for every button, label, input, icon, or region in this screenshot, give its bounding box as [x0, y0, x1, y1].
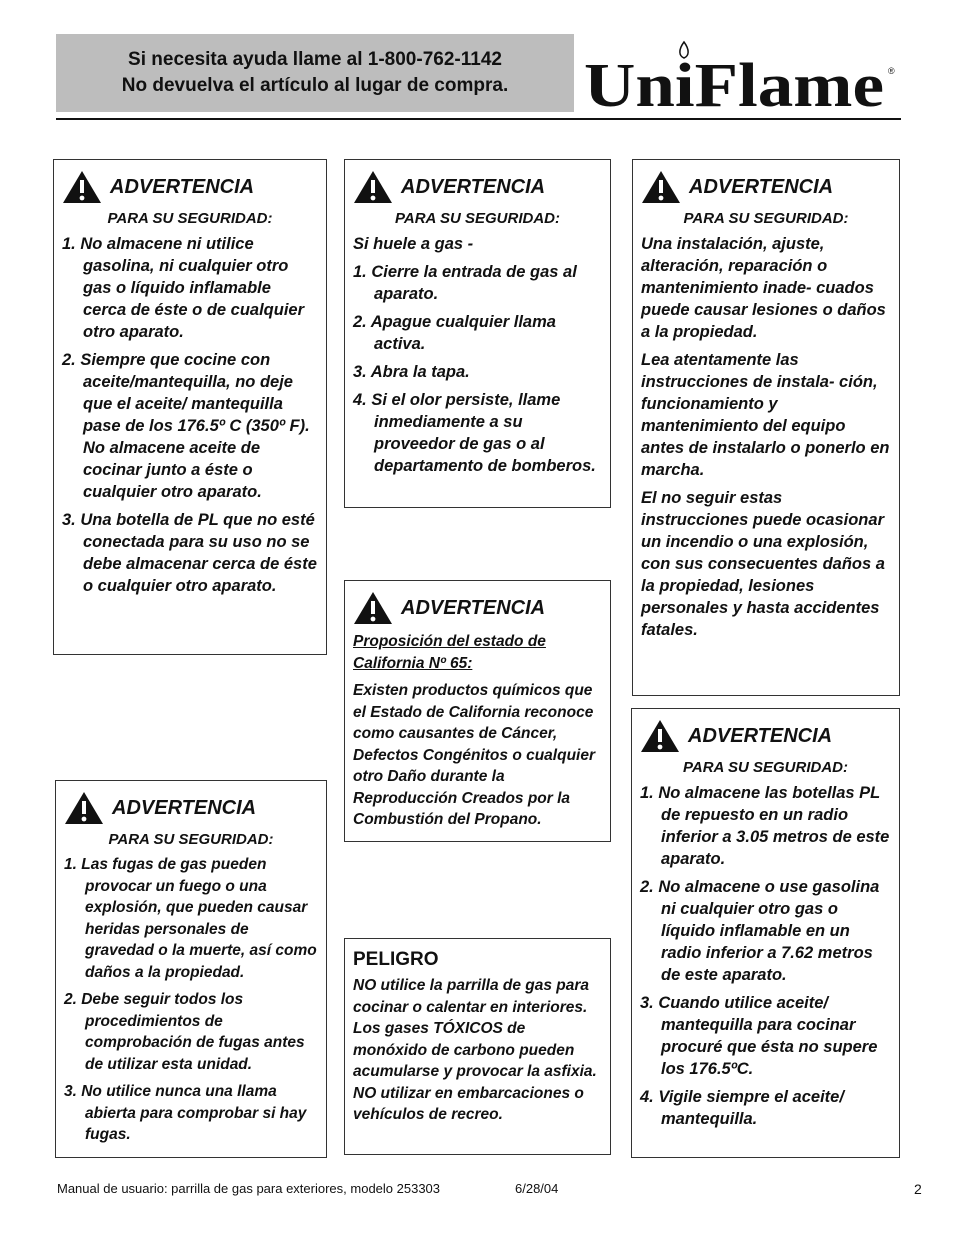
footer-manual-title: Manual de usuario: parrilla de gas para exteriores, modelo 253303	[57, 1181, 441, 1196]
danger-title: PELIGRO	[353, 949, 439, 970]
list-item: 2. Debe seguir todos los procedimientos de comprobación de fugas antes de utilizar esta unidad.	[64, 991, 305, 1073]
warning-title: ADVERTENCIA	[689, 175, 834, 198]
registered-mark: ®	[888, 66, 895, 76]
footer-date: 6/28/04	[515, 1181, 559, 1196]
help-banner	[56, 34, 574, 112]
safety-subtitle: PARA SU SEGURIDAD:	[683, 210, 849, 227]
warning-box-gas-smell	[344, 159, 611, 508]
warning-box-storage	[53, 159, 327, 655]
warning-heading	[353, 170, 602, 204]
list-item: 2. No almacene o use gasolina ni cualquier otro gas o líquido inflamable en un radio inferior a 7.62 metros de este aparato.	[640, 878, 880, 984]
safety-subtitle: PARA SU SEGURIDAD:	[394, 210, 560, 227]
list-item: 2. Siempre que cocine con aceite/mantequilla, no deje que el aceite/ mantequilla pase de los 176.5º C (350º F). No almacene aceite de cocinar junto a éste o cualquier otro aparato.	[62, 351, 310, 501]
warning-triangle-icon	[62, 170, 102, 204]
list-item: 1. Cierre la entrada de gas al aparato.	[353, 263, 577, 303]
warning-heading	[62, 170, 318, 204]
list-item: 3. Una botella de PL que no esté conectada para su uso no se debe almacenar cerca de éste o cualquier otro aparato.	[62, 511, 317, 595]
gas-smell-intro: Si huele a gas -	[353, 235, 474, 253]
safety-subtitle: PARA SU SEGURIDAD:	[107, 210, 273, 227]
warning-triangle-icon	[641, 170, 681, 204]
warning-triangle-icon	[64, 791, 104, 825]
warning-box-storage-distance	[631, 708, 900, 1158]
warning-title: ADVERTENCIA	[401, 596, 546, 619]
safety-subtitle: PARA SU SEGURIDAD:	[108, 831, 274, 848]
warning-heading	[353, 591, 602, 625]
list-item: 4. Vigile siempre el aceite/ mantequilla.	[640, 1088, 844, 1128]
logo-text: UniFlame	[584, 52, 884, 114]
warning-box-gas-leaks	[55, 780, 327, 1158]
prop65-text: Existen productos químicos que el Estado de California reconoce como causantes de Cáncer, Defectos Congénitos o cualquier otro Daño durante la Reproducción Creados por la Combustión del Propano.	[353, 682, 596, 828]
list-item: 1. Las fugas de gas pueden provocar un fuego o una explosión, que pueden causar heridas personales de gravedad o la muerte, así como daños a la propiedad.	[64, 856, 317, 981]
warning-triangle-icon	[640, 719, 680, 753]
page-number: 2	[914, 1181, 922, 1197]
warning-heading	[640, 719, 891, 753]
help-phone-line: Si necesita ayuda llame al 1-800-762-1142	[128, 49, 502, 70]
list-item: 3. Abra la tapa.	[353, 363, 470, 381]
warning-title: ADVERTENCIA	[401, 175, 546, 198]
safety-subtitle: PARA SU SEGURIDAD:	[682, 759, 848, 776]
paragraph: El no seguir estas instrucciones puede ocasionar un incendio o una explosión, con sus consecuentes daños a la propiedad, lesiones personales y hasta accidentes fatales.	[641, 489, 885, 639]
warning-box-prop65	[344, 580, 611, 842]
prop65-heading: Proposición del estado de California Nº 65:	[353, 633, 546, 672]
warning-heading	[64, 791, 318, 825]
list-item: 3. No utilice nunca una llama abierta para comprobar si hay fugas.	[64, 1083, 307, 1143]
paragraph: Lea atentamente las instrucciones de instala- ción, funcionamiento y mantenimiento del equipo antes de instalarlo o ponerlo en marcha.	[641, 351, 890, 479]
warning-box-installation	[632, 159, 900, 696]
list-item: 1. No almacene las botellas PL de repuesto en un radio inferior a 3.05 metros de este aparato.	[640, 784, 890, 868]
return-notice-line: No devuelva el artículo al lugar de compra.	[121, 75, 509, 96]
warning-title: ADVERTENCIA	[112, 796, 257, 819]
warning-triangle-icon	[353, 170, 393, 204]
warning-title: ADVERTENCIA	[688, 724, 833, 747]
list-item: 4. Si el olor persiste, llame inmediamente a su proveedor de gas o al departamento de bomberos.	[353, 391, 596, 475]
paragraph: Una instalación, ajuste, alteración, reparación o mantenimiento inade- cuados puede causar lesiones o daños a la propiedad.	[641, 235, 886, 341]
list-item: 1. No almacene ni utilice gasolina, ni cualquier otro gas o líquido inflamable cerca de éste o de cualquier otro aparato.	[62, 235, 305, 341]
uniflame-logo	[584, 34, 900, 114]
danger-box	[344, 938, 611, 1155]
list-item: 3. Cuando utilice aceite/ mantequilla para cocinar procuré que ésta no supere los 176.5ºC.	[640, 994, 878, 1078]
warning-triangle-icon	[353, 591, 393, 625]
header-rule	[56, 118, 901, 120]
list-item: 2. Apague cualquier llama activa.	[353, 313, 556, 353]
danger-text: NO utilice la parrilla de gas para cocinar o calentar en interiores. Los gases TÓXICOS de monóxido de carbono pueden acumularse y provocar la asfixia. NO utilizar en embarcaciones o vehículos de recreo.	[353, 977, 597, 1123]
warning-title: ADVERTENCIA	[110, 175, 255, 198]
warning-heading	[641, 170, 891, 204]
